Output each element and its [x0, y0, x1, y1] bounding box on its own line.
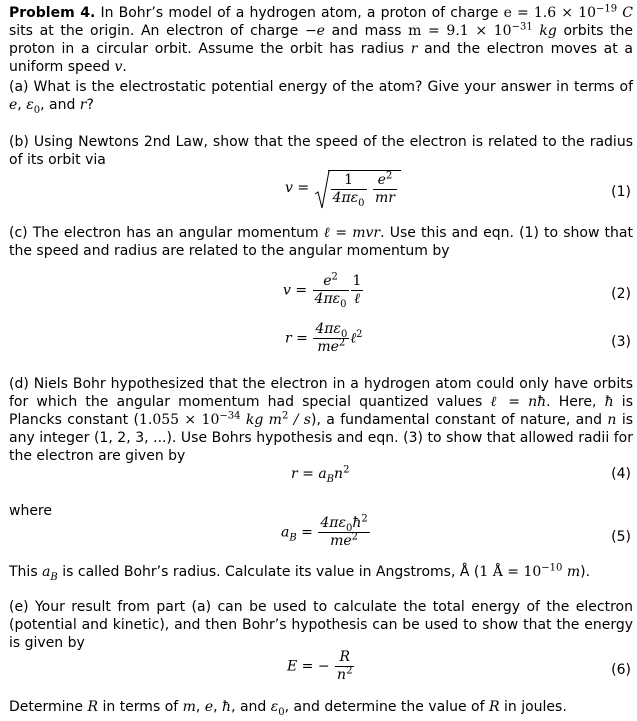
equation-5-label: (5) [611, 529, 631, 545]
equation-4-label: (4) [611, 466, 631, 482]
equation-3-label: (3) [611, 334, 631, 350]
problem-heading: Problem 4. [9, 5, 96, 21]
equation-5: $a_B$ = $\frac{4\pi\varepsilon_0ħ^2}{me^2}$ (5) [281, 513, 631, 549]
where-label: where [9, 503, 52, 519]
problem-intro: Problem 4. In Bohr’s model of a hydrogen atom, a proton of charge $e = 1.6 \times 10^{-19}$ C sits at the origin. An electron of charge −e and mass $m = 9.1 \times 10^{-31}$ kg orbits the proton in a circular orbit. Assume the orbit has radius r and the electron moves at a uniform speed v. [9, 3, 633, 75]
part-c: (c) The electron has an angular momentum ℓ = mvr. Use this and eqn. (1) to show that the speed and radius are related to the angular momentum by [9, 225, 633, 259]
equation-6-label: (6) [611, 662, 631, 678]
part-a: (a) What is the electrostatic potential energy of the atom? Give your answer in terms of e, $\varepsilon_0$, and r? [9, 79, 633, 116]
bohr-radius-sentence: This $a_B$ is called Bohr’s radius. Calculate its value in Angstroms, Å (1 Å = $10^{-10}$ m). [9, 562, 591, 583]
part-d: (d) Niels Bohr hypothesized that the electron in a hydrogen atom could only have orbits for which the angular momentum had special quantized values ℓ = nħ. Here, ħ is Plancks constant ($1.055 \times 10^{-34}$ kg $m^2 / s$), a fundamental constant of nature, and n is any integer (1, 2, 3, ...). Use Bohrs hypothesis and eqn. (3) to show that allowed radii for the electron are given by [9, 376, 634, 464]
equation-1: v = $\frac{1}{4\pi\varepsilon_0}$ $\frac{e^2}{mr}$ (1) [285, 170, 631, 209]
equation-2-label: (2) [611, 286, 631, 302]
final-question: Determine R in terms of m, e, ħ, and $\varepsilon_0$, and determine the value of R in joules. [9, 699, 567, 718]
equation-2: v = $\frac{e^2}{4\pi\varepsilon_0}$ $\frac{1}{\text{ℓ}}$ (2) [283, 271, 631, 310]
equation-4: $r = a_Bn^2$ (4) [291, 464, 631, 485]
equation-6: E = − $\frac{R}{n^2}$ (6) [287, 649, 631, 683]
radical-sign [314, 170, 330, 210]
part-e: (e) Your result from part (a) can be used to calculate the total energy of the electron (potential and kinetic), and then Bohr’s hypothesis can be used to show that the energy is given by [9, 599, 633, 651]
equation-3: r = $\frac{4\pi\varepsilon_0}{me^2}$ ℓ$^2$ (3) [285, 321, 631, 355]
equation-1-label: (1) [611, 184, 631, 200]
part-b: (b) Using Newtons 2nd Law, show that the speed of the electron is related to the radius of its orbit via [9, 134, 633, 168]
